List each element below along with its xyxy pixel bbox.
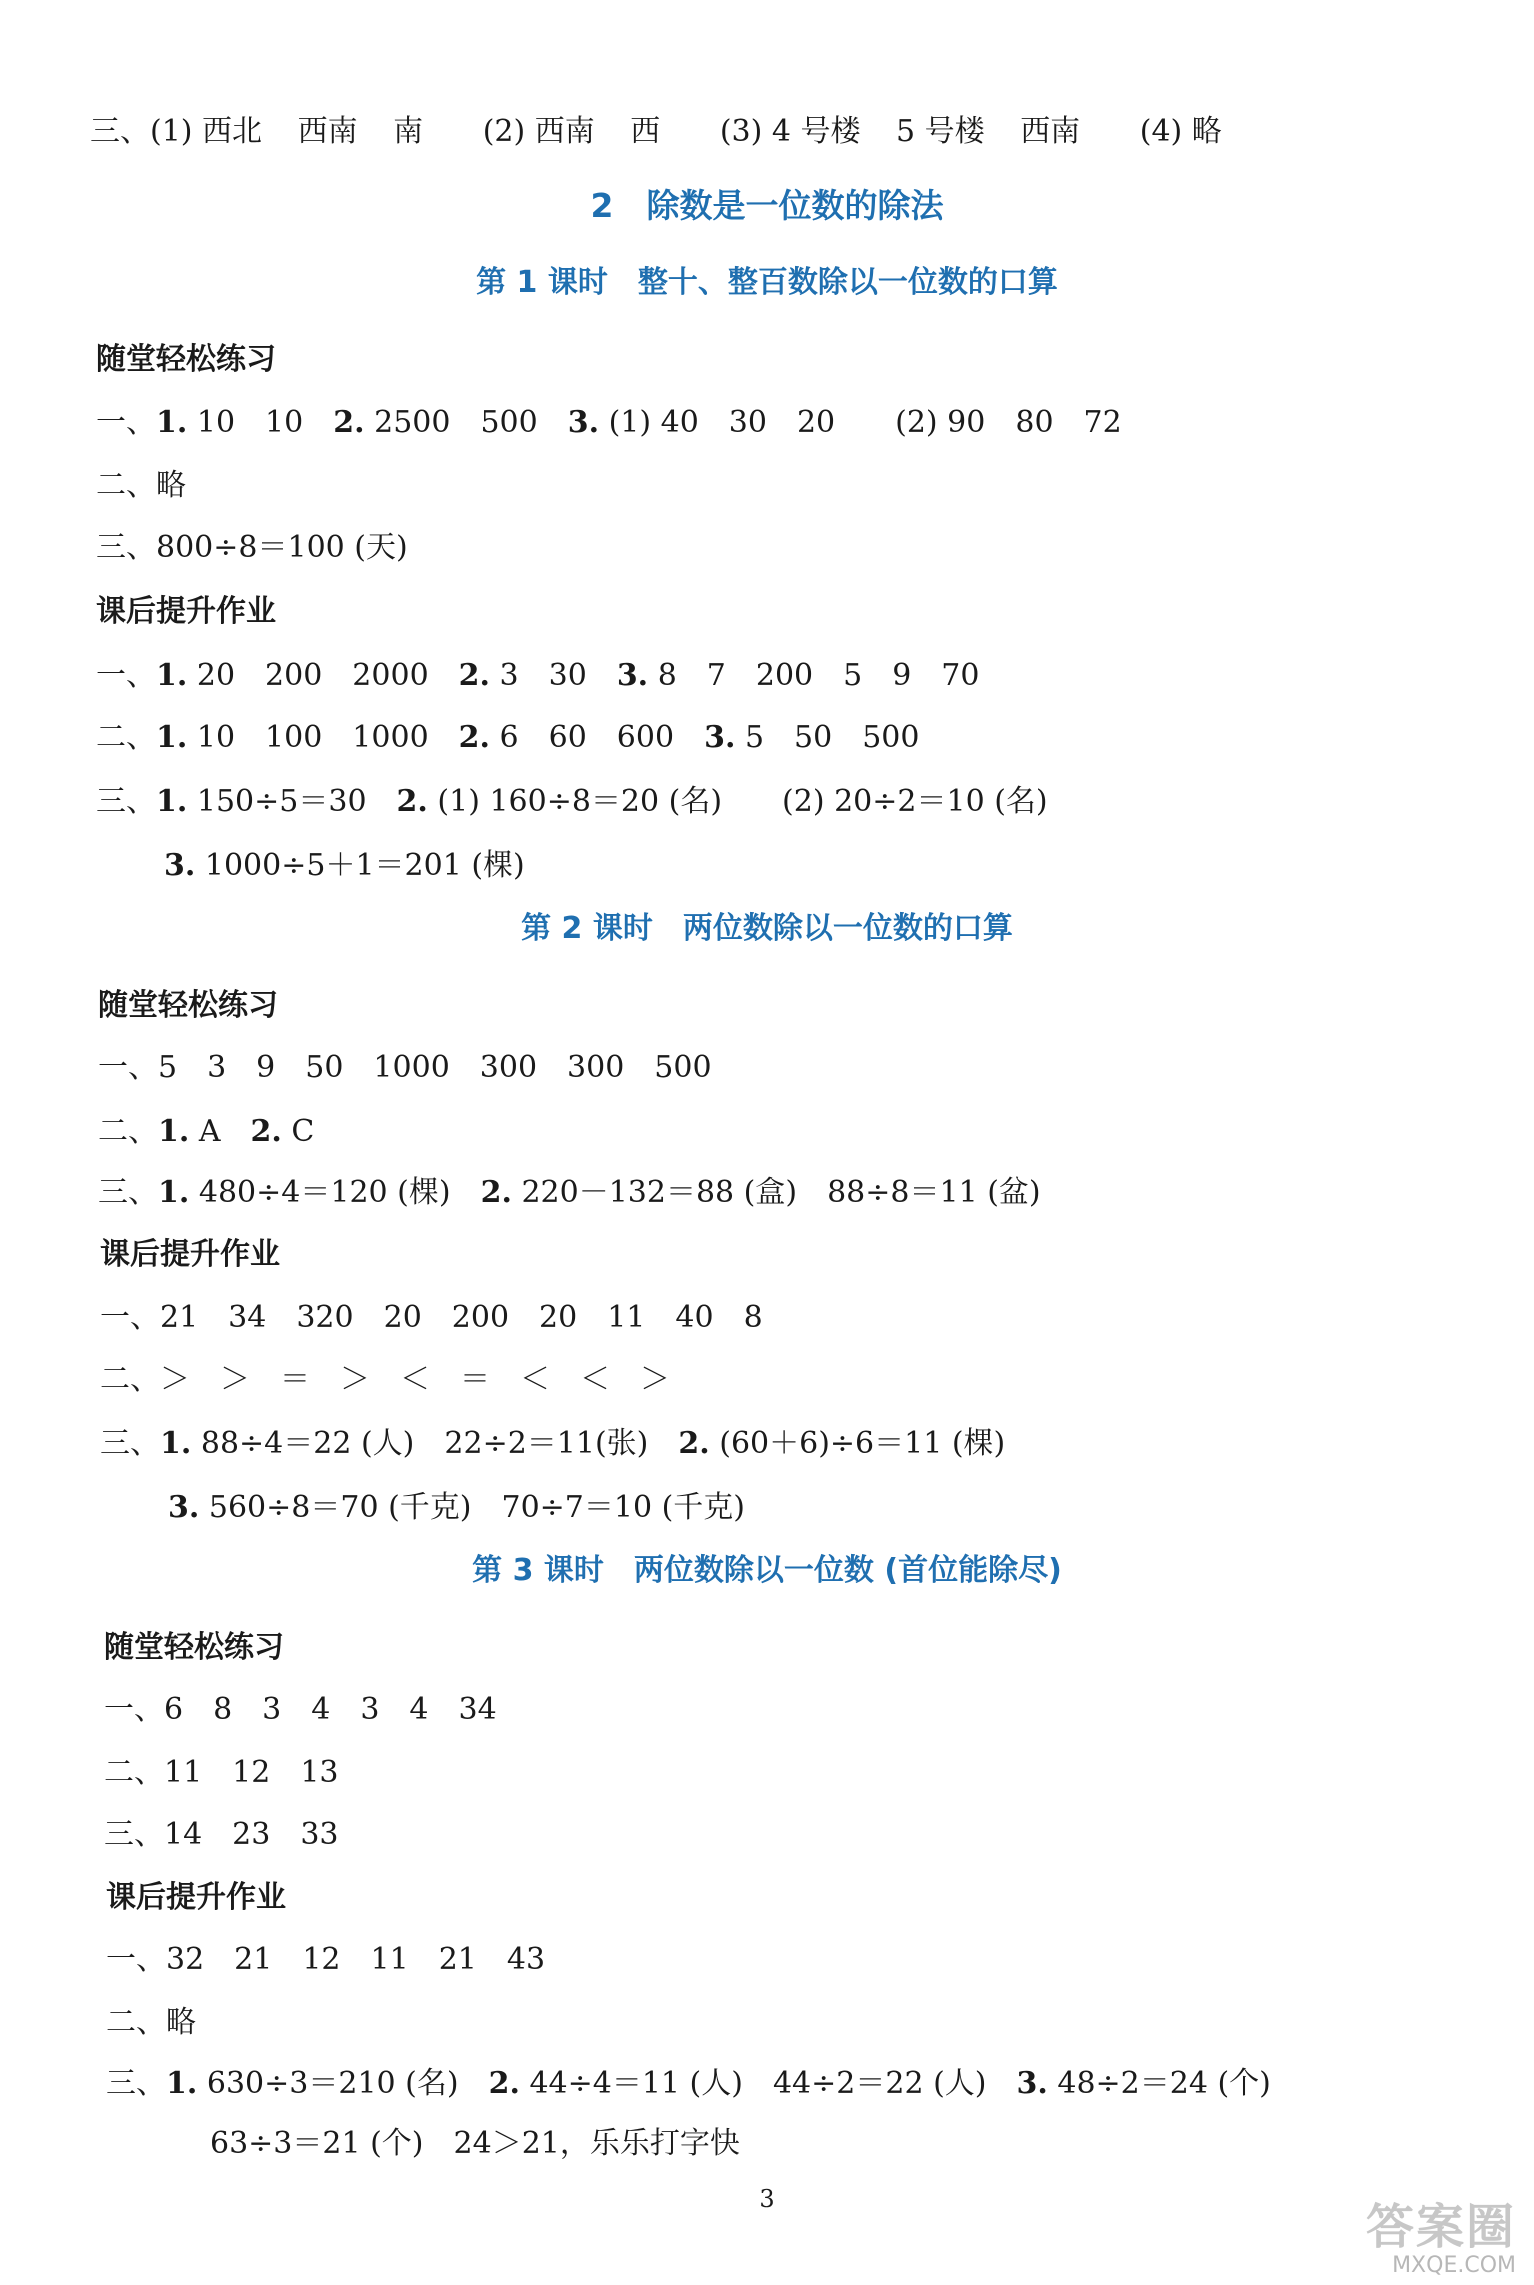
question-label: 三、	[98, 1175, 158, 1210]
item-number: 2.	[488, 2066, 520, 2101]
item-number: 2.	[458, 720, 490, 755]
answer-part: 西	[630, 114, 661, 149]
item-number: 1.	[156, 405, 188, 440]
answer-text: (1) 160÷8＝20 (名) (2) 20÷2＝10 (名)	[437, 784, 1048, 819]
answer-row	[96, 656, 979, 696]
item-number: 2.	[333, 405, 365, 440]
answer-row	[96, 718, 919, 758]
answer-row	[100, 1298, 763, 1338]
item-number: 3.	[704, 720, 736, 755]
item-number: 2.	[250, 1114, 282, 1149]
answer-part: 西北	[202, 114, 263, 149]
question-label: 三、	[106, 2066, 166, 2101]
lesson-title: 第 3 课时 两位数除以一位数 (首位能除尽)	[472, 1553, 1062, 1588]
answer-text: 800÷8＝100 (天)	[156, 530, 408, 565]
section-heading: 课后提升作业	[96, 594, 276, 629]
answer-text: 32 21 12 11 21 43	[166, 1942, 546, 1977]
answer-row	[98, 1112, 314, 1152]
item-number: 3.	[616, 658, 649, 693]
answer-text: 3 30	[499, 658, 587, 693]
answer-text: 5 3 9 50 1000 300 300 500	[158, 1050, 712, 1085]
answer-text: 1000÷5＋1＝201 (棵)	[204, 848, 525, 883]
answer-text: 6 8 3 4 3 4 34	[164, 1692, 497, 1727]
answer-part: (4) 略	[1139, 114, 1222, 149]
answer-text: 2500 500	[374, 405, 538, 440]
section-heading: 随堂轻松练习	[96, 342, 276, 377]
item-number: 1.	[158, 1114, 190, 1149]
section-heading: 课后提升作业	[100, 1237, 280, 1272]
question-label: 一、	[100, 1300, 160, 1335]
item-number: 3.	[567, 405, 600, 440]
answer-part: (3) 4 号楼	[719, 114, 861, 149]
question-label: 三、	[96, 784, 156, 819]
unit-title: 2 除数是一位数的除法	[590, 186, 944, 225]
answer-text: 14 23 33	[164, 1817, 339, 1852]
answer-part: 5 号楼	[896, 114, 985, 149]
item-number: 2.	[480, 1175, 512, 1210]
answer-text: 150÷5＝30	[196, 784, 367, 819]
answer-row	[104, 1815, 339, 1855]
answer-row	[96, 466, 186, 506]
answer-text: 560÷8＝70 (千克) 70÷7＝10 (千克)	[208, 1490, 745, 1525]
answer-text: 480÷4＝120 (棵)	[198, 1175, 451, 1210]
item-number: 1.	[158, 1175, 190, 1210]
answer-text: 88÷4＝22 (人) 22÷2＝11(张)	[200, 1426, 649, 1461]
answer-part: (2) 西南	[482, 114, 595, 149]
item-number: 1.	[166, 2066, 198, 2101]
answer-text: 20 200 2000	[196, 658, 429, 693]
answer-text: 220－132＝88 (盒) 88÷8＝11 (盆)	[521, 1175, 1041, 1210]
question-label: 一、	[96, 405, 156, 440]
watermark-site-text: MXQE.COM	[1392, 2253, 1516, 2278]
answer-text: 6 60 600	[499, 720, 675, 755]
answer-part: 南	[393, 114, 424, 149]
answer-text: 63÷3＝21 (个) 24＞21，乐乐打字快	[210, 2126, 740, 2161]
answer-text: (60＋6)÷6＝11 (棵)	[719, 1426, 1006, 1461]
question-label: 三、	[96, 530, 156, 565]
section-heading: 课后提升作业	[106, 1880, 286, 1915]
watermark-logo-text: 答案圈	[1365, 2199, 1516, 2255]
question-label: 一、	[104, 1692, 164, 1727]
item-number: 3.	[168, 1490, 200, 1525]
item-number: 1.	[156, 784, 188, 819]
question-label: 二、	[98, 1114, 158, 1149]
answer-row	[100, 1424, 1005, 1464]
question-label: 二、	[100, 1362, 160, 1397]
question-label: 二、	[96, 720, 156, 755]
item-number: 2.	[396, 784, 428, 819]
answer-part: 西南	[297, 114, 358, 149]
answer-text: 48÷2＝24 (个)	[1057, 2066, 1271, 2101]
answer-row	[106, 2064, 1271, 2104]
answer-row	[100, 1360, 670, 1400]
question-label: 一、	[96, 658, 156, 693]
answer-text: 5 50 500	[744, 720, 920, 755]
answer-row	[96, 403, 1122, 443]
section-heading: 随堂轻松练习	[98, 988, 278, 1023]
answer-text: 21 34 320 20 200 20 11 40 8	[160, 1300, 763, 1335]
item-number: 1.	[156, 658, 188, 693]
answer-text: ＞ ＞ ＝ ＞ ＜ ＝ ＜ ＜ ＞	[160, 1362, 670, 1397]
question-label: 一、	[106, 1942, 166, 1977]
intro-answer-line	[90, 112, 1248, 152]
answer-row	[98, 1048, 712, 1088]
answer-text: (1) 40 30 20 (2) 90 80 72	[608, 405, 1122, 440]
answer-row	[106, 2003, 196, 2043]
answer-text: 11 12 13	[164, 1755, 339, 1790]
lesson-title: 第 2 课时 两位数除以一位数的口算	[521, 911, 1013, 946]
item-number: 2.	[458, 658, 490, 693]
item-number: 3.	[1016, 2066, 1048, 2101]
answer-row	[98, 1173, 1041, 1213]
item-number: 3.	[164, 848, 196, 883]
answer-row	[164, 846, 525, 886]
lesson-title: 第 1 课时 整十、整百数除以一位数的口算	[476, 265, 1058, 300]
question-label: 三、	[104, 1817, 164, 1852]
answer-text: 10 10	[196, 405, 304, 440]
answer-text: 10 100 1000	[196, 720, 429, 755]
answer-text: 8 7 200 5 9 70	[657, 658, 980, 693]
item-number: 2.	[678, 1426, 710, 1461]
question-label: 二、	[96, 468, 156, 503]
answer-text: 44÷4＝11 (人) 44÷2＝22 (人)	[529, 2066, 987, 2101]
item-number: 1.	[160, 1426, 192, 1461]
answer-row	[168, 1488, 745, 1528]
answer-text: 630÷3＝210 (名)	[206, 2066, 459, 2101]
section-heading: 随堂轻松练习	[104, 1630, 284, 1665]
answer-row	[210, 2124, 740, 2164]
question-label: 三、(1)	[90, 114, 193, 149]
answer-row	[106, 1940, 545, 1980]
answer-part: 西南	[1020, 114, 1081, 149]
answer-text: A	[198, 1114, 221, 1149]
question-label: 三、	[100, 1426, 160, 1461]
question-label: 二、	[104, 1755, 164, 1790]
answer-text: 略	[156, 468, 186, 503]
question-label: 二、	[106, 2005, 166, 2040]
answer-row	[96, 528, 408, 568]
watermark-logo	[1366, 2201, 1516, 2279]
item-number: 1.	[156, 720, 188, 755]
answer-row	[104, 1753, 339, 1793]
answer-row	[96, 782, 1048, 822]
answer-text: 略	[166, 2005, 196, 2040]
answer-row	[104, 1690, 497, 1730]
question-label: 一、	[98, 1050, 158, 1085]
page-number: 3	[759, 2185, 775, 2213]
answer-text: C	[291, 1114, 315, 1149]
